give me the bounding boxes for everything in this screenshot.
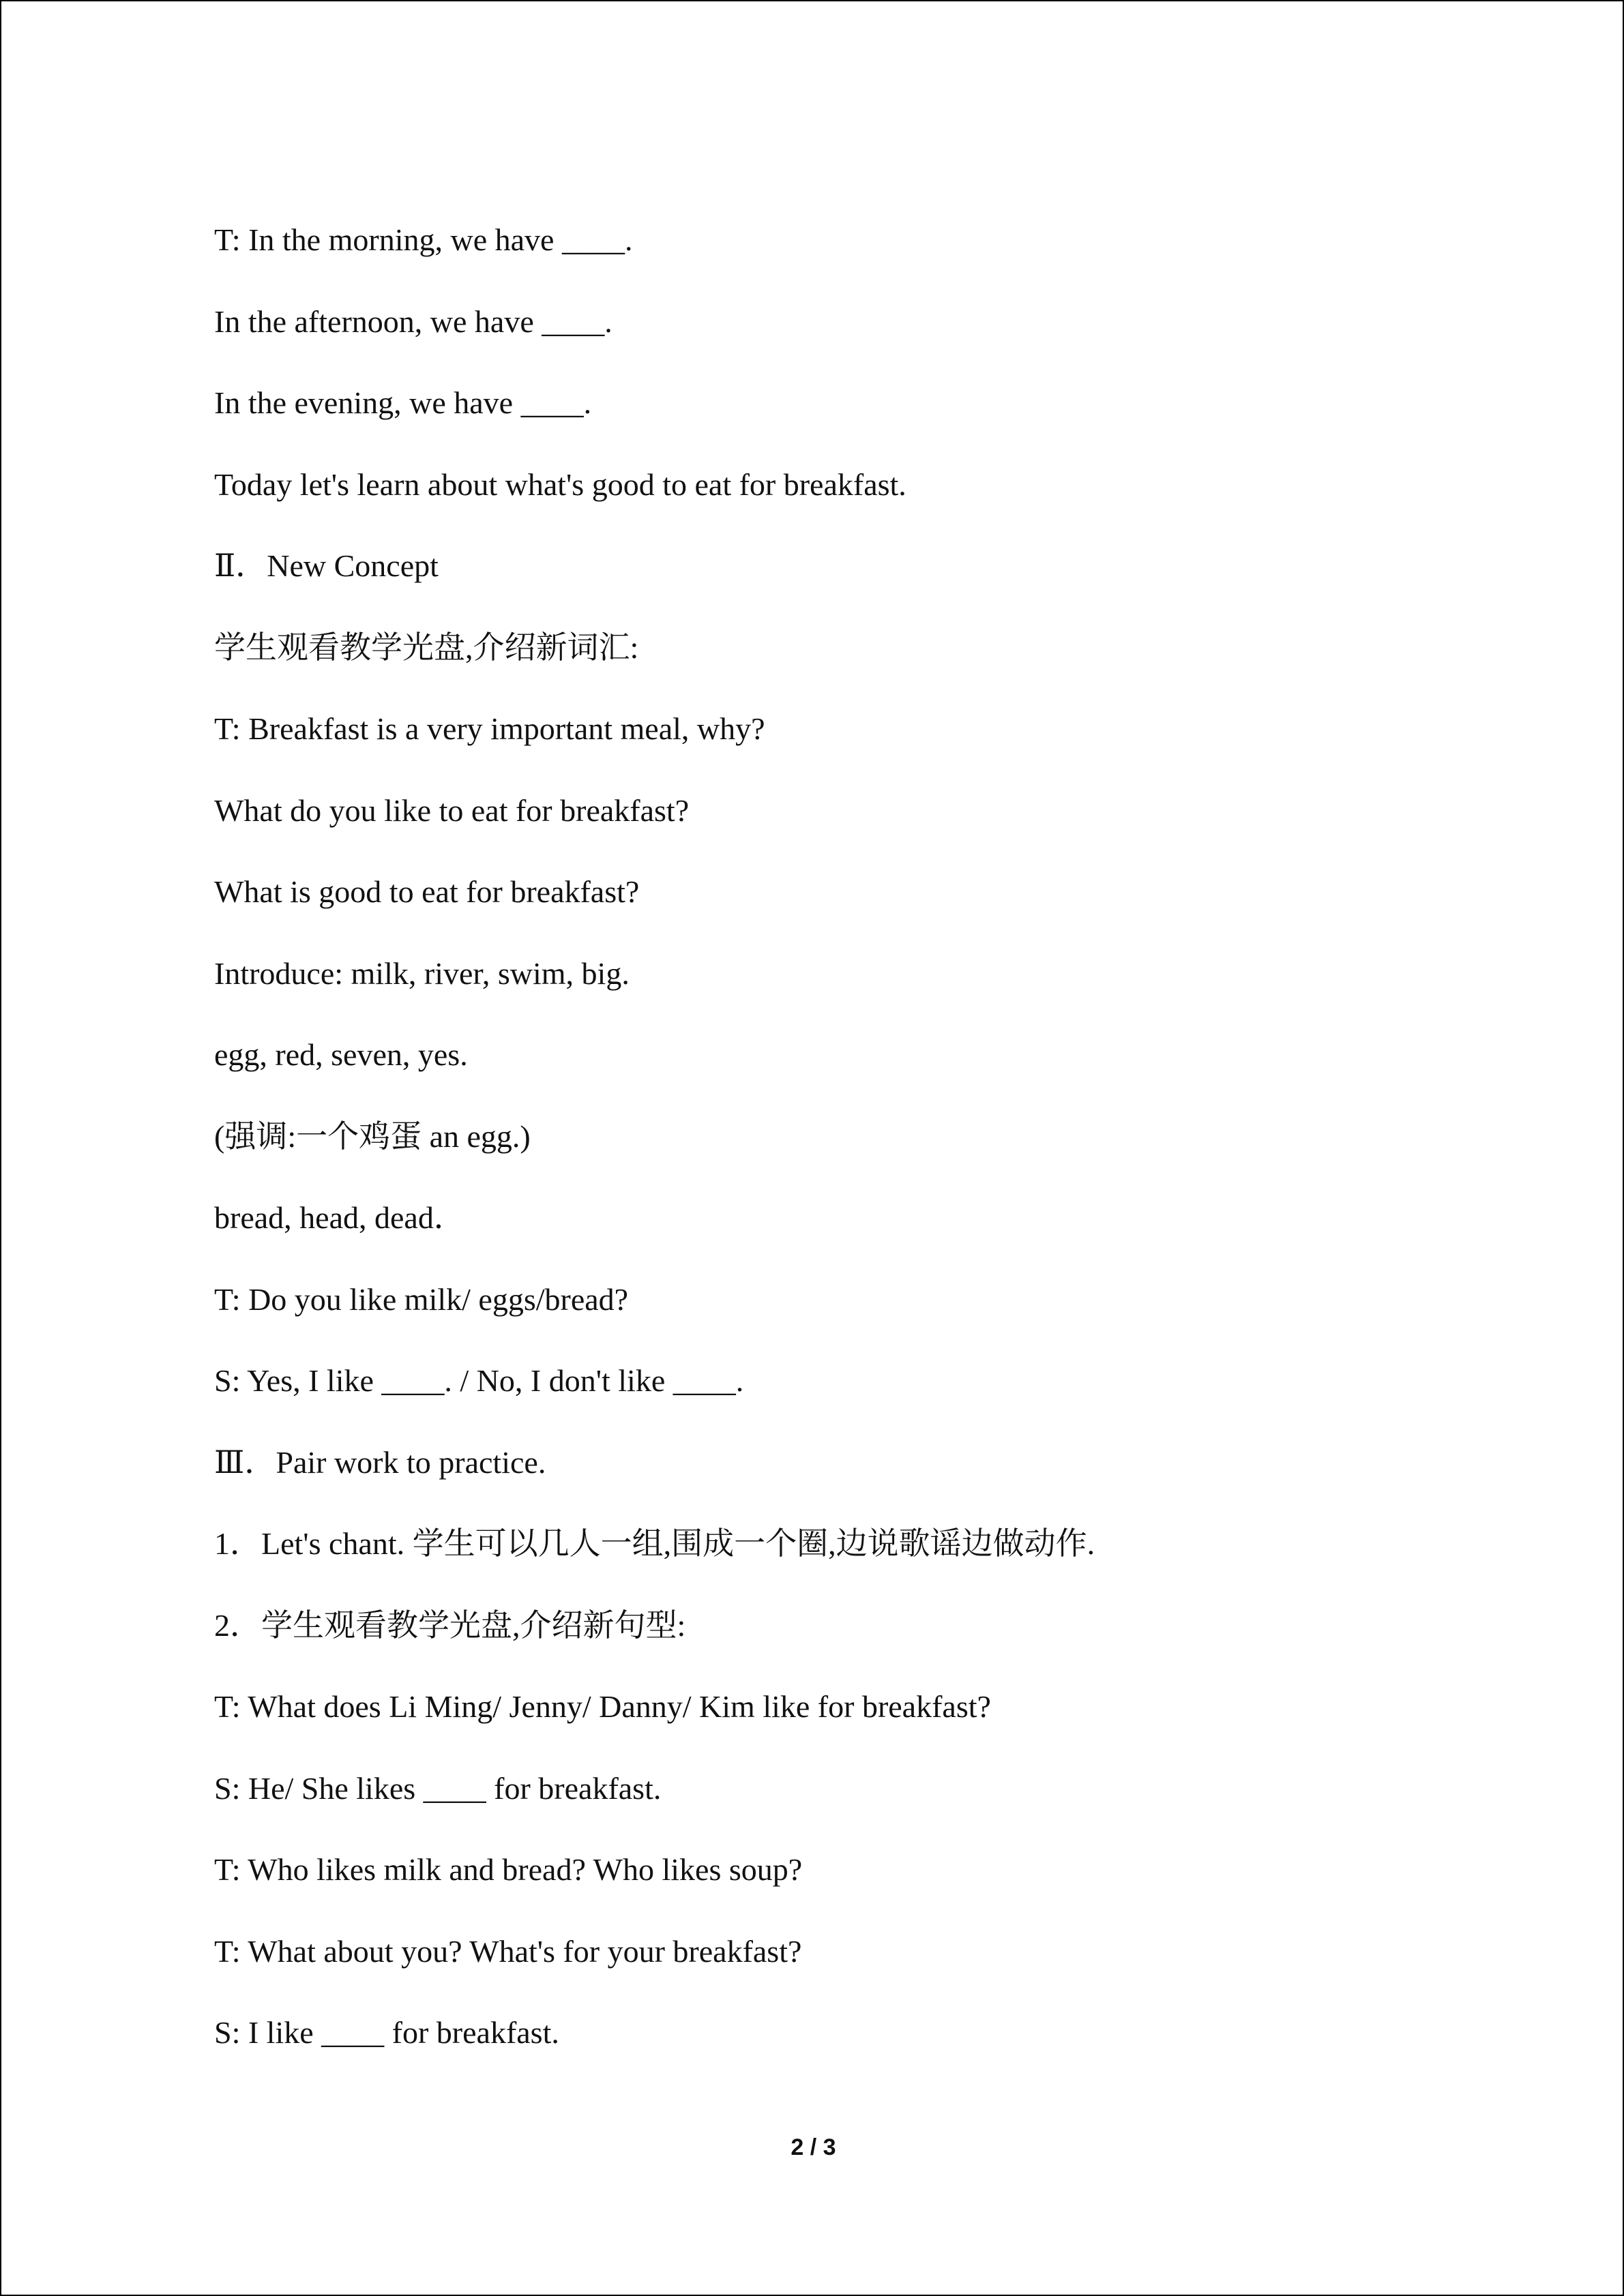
text-line: T: Do you like milk/ eggs/bread?	[214, 1281, 629, 1317]
section-heading: Ⅱ．New Concept	[214, 548, 439, 583]
page-number: 2 / 3	[791, 2134, 836, 2160]
text-line: S: He/ She likes ____ for breakfast.	[214, 1770, 662, 1806]
text-line: Today let's learn about what's good to eat for breakfast.	[214, 466, 906, 502]
text-line: egg, red, seven, yes.	[214, 1037, 468, 1072]
text-line: In the afternoon, we have ____.	[214, 303, 612, 339]
text-line: 2．学生观看教学光盘,介绍新句型:	[214, 1607, 686, 1643]
text-line: T: Breakfast is a very important meal, why?	[214, 711, 765, 746]
text-line: T: What does Li Ming/ Jenny/ Danny/ Kim like for breakfast?	[214, 1689, 991, 1724]
text-line: bread, head, dead．	[214, 1200, 465, 1235]
text-line: What do you like to eat for breakfast?	[214, 792, 690, 828]
text-line: S: I like ____ for breakfast.	[214, 2015, 559, 2050]
text-line: (强调:一个鸡蛋 an egg.)	[214, 1118, 531, 1154]
text-line: T: What about you? What's for your breakfast?	[214, 1933, 802, 1969]
text-line: 学生观看教学光盘,介绍新词汇:	[214, 629, 639, 665]
text-line: 1．Let's chant. 学生可以几人一组,围成一个圈,边说歌谣边做动作.	[214, 1526, 1095, 1561]
text-line: T: In the morning, we have ____.	[214, 222, 633, 257]
text-line: What is good to eat for breakfast?	[214, 874, 640, 909]
text-line: In the evening, we have ____.	[214, 385, 592, 420]
section-heading: Ⅲ．Pair work to practice.	[214, 1444, 546, 1480]
text-body	[214, 214, 1510, 2089]
text-line: S: Yes, I like ____. / No, I don't like ____.	[214, 1363, 744, 1398]
text-line: T: Who likes milk and bread? Who likes soup?	[214, 1852, 803, 1887]
text-line: Introduce: milk, river, swim, big.	[214, 955, 630, 991]
